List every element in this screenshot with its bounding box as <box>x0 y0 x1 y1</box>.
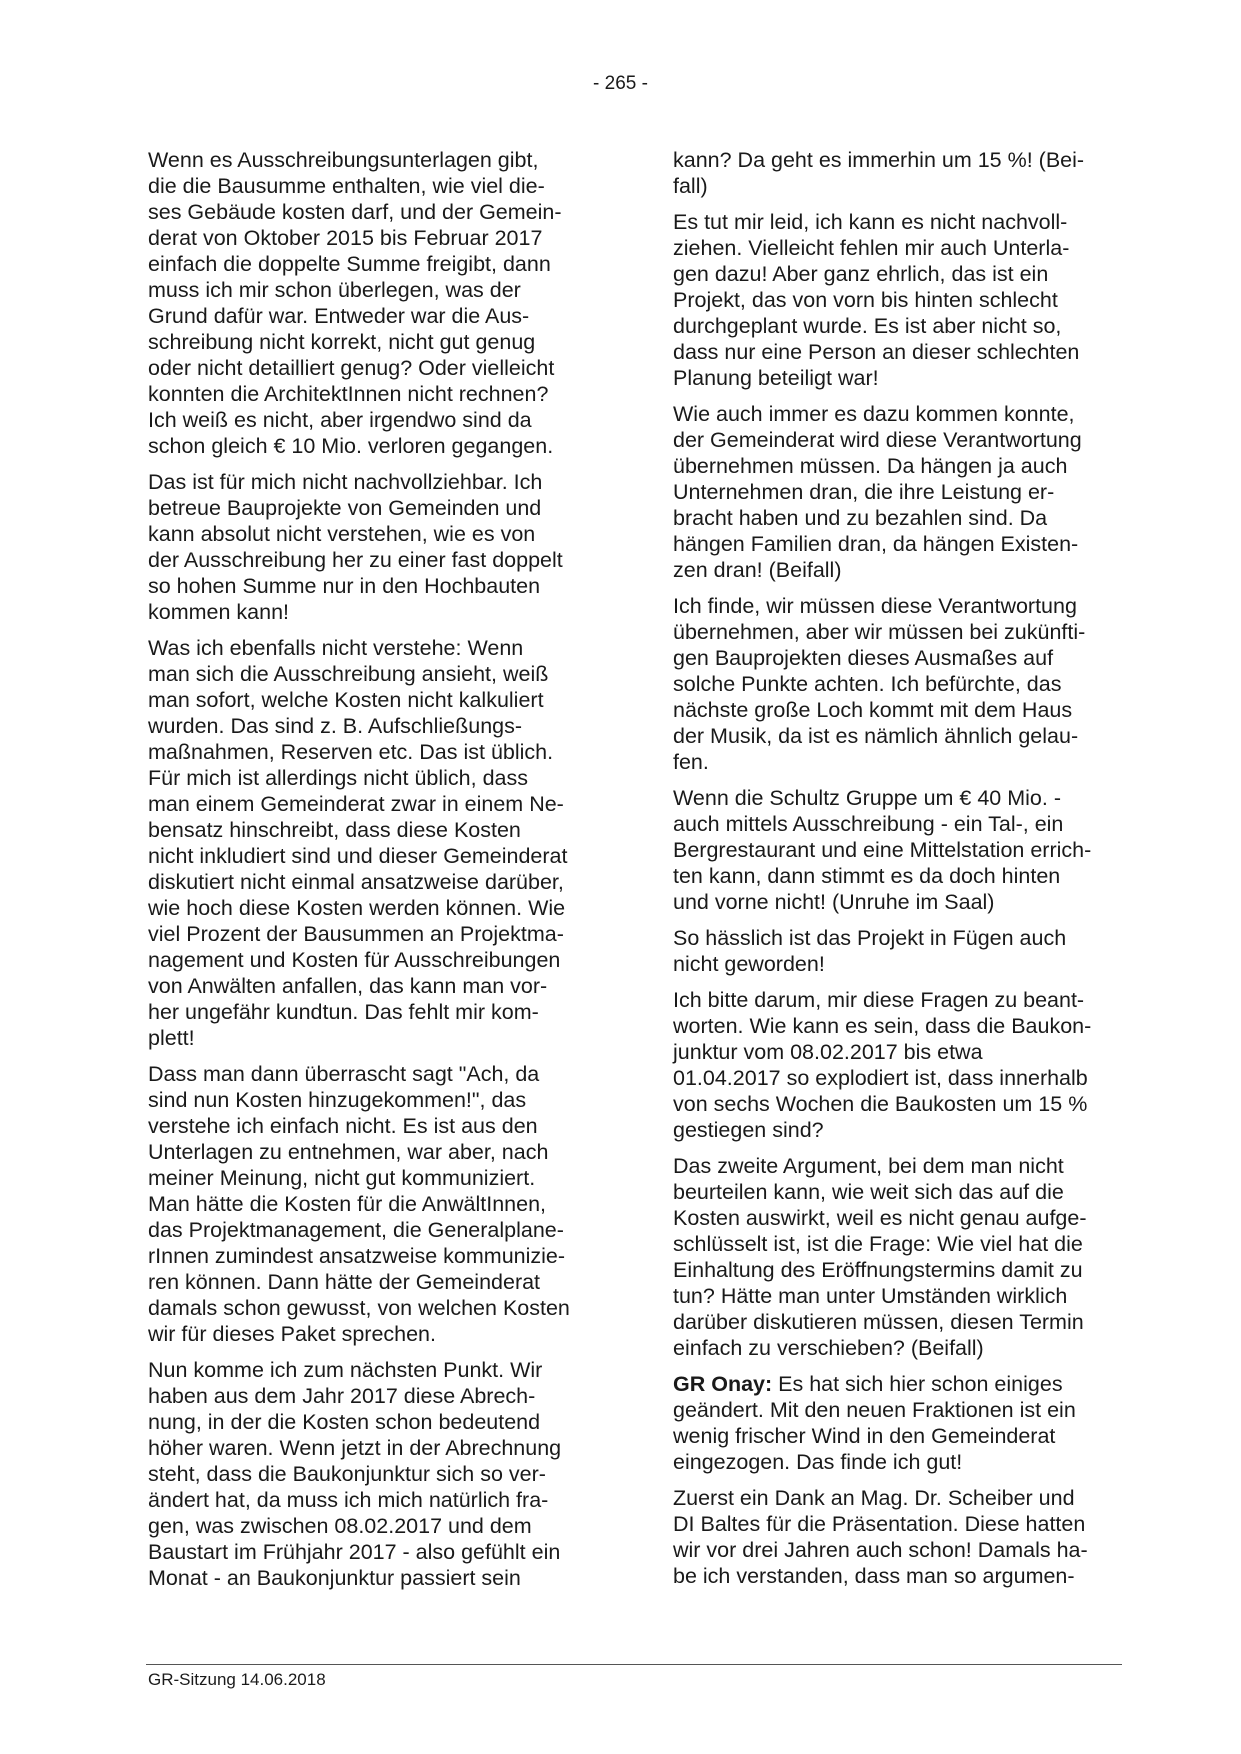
paragraph: Ich bitte darum, mir diese Fragen zu beant- worten. Wie kann es sein, dass die Baukon- junktur vom 08.02.2017 bis etwa 01.04.2017 so explodiert ist, dass innerhalb von sechs Wochen die Baukosten um 15 % gestiegen sind? <box>673 988 1092 1142</box>
paragraph: Ich finde, wir müssen diese Verantwortung übernehmen, aber wir müssen bei zukünfti- gen Bauprojekten dieses Ausmaßes auf solche Punkte achten. Ich befürchte, das nächste große Loch kommt mit dem Haus der Musik, da ist es nämlich ähnlich gelau- fen. <box>673 594 1086 774</box>
paragraph: kann? Da geht es immerhin um 15 %! (Bei- fall) <box>673 148 1085 198</box>
paragraph: Was ich ebenfalls nicht verstehe: Wenn man sich die Ausschreibung ansieht, weiß man sofort, welche Kosten nicht kalkuliert wurden. Das sind z. B. Aufschließungs- maßnahmen, Reserven etc. Das ist üblich. Für mich ist allerdings nicht üblich, dass man einem Gemeinderat zwar in einem Ne- bensatz hinschreibt, dass diese Kosten nicht inkludiert sind und dieser Gemeinderat diskutiert nicht einmal ansatzweise darüber, wie hoch diese Kosten werden können. Wie viel Prozent der Bausummen an Projektma- nagement und Kosten für Ausschreibungen von Anwälten anfallen, das kann man vor- her ungefähr kundtun. Das fehlt mir kom- plett! <box>148 636 568 1050</box>
footer-divider <box>146 1664 1122 1665</box>
paragraph: Nun komme ich zum nächsten Punkt. Wir haben aus dem Jahr 2017 diese Abrech- nung, in der die Kosten schon bedeutend höher waren. Wenn jetzt in der Abrechnung steht, dass die Baukonjunktur sich so ver- ändert hat, da muss ich mich natürlich fra- gen, was zwischen 08.02.2017 und dem Baustart im Frühjahr 2017 - also gefühlt ein Monat - an Baukonjunktur passiert sein <box>148 1358 562 1590</box>
paragraph: Wenn die Schultz Gruppe um € 40 Mio. - auch mittels Ausschreibung - ein Tal-, ein Bergrestaurant und eine Mittelstation errich- ten kann, dann stimmt es da doch hinten und vorne nicht! (Unruhe im Saal) <box>673 786 1092 914</box>
paragraph: Zuerst ein Dank an Mag. Dr. Scheiber und DI Baltes für die Präsentation. Diese hatten wir vor drei Jahren auch schon! Damals ha- be ich verstanden, dass man so argumen- <box>673 1486 1088 1588</box>
right-column <box>673 147 1118 1599</box>
speaker-text: Es hat sich hier schon einiges geändert. Mit den neuen Fraktionen ist ein wenig frischer Wind in den Gemeinderat eingezogen. Das finde ich gut! <box>673 1372 1076 1474</box>
paragraph: Das zweite Argument, bei dem man nicht beurteilen kann, wie weit sich das auf die Kosten auswirkt, weil es nicht genau aufge- schlüsselt ist, ist die Frage: Wie viel hat die Einhaltung des Eröffnungstermins damit zu tun? Hätte man unter Umständen wirklich darüber diskutieren müssen, diesen Termin einfach zu verschieben? (Beifall) <box>673 1154 1087 1360</box>
left-column <box>148 147 606 1601</box>
footer-label: GR-Sitzung 14.06.2018 <box>148 1670 326 1689</box>
speaker-paragraph <box>673 1371 1118 1475</box>
page-number: - 265 - <box>593 73 648 94</box>
paragraph: Wie auch immer es dazu kommen konnte, der Gemeinderat wird diese Verantwortung übernehmen müssen. Da hängen ja auch Unternehmen dran, die ihre Leistung er- bracht haben und zu bezahlen sind. Da hängen Familien dran, da hängen Existen- zen dran! (Beifall) <box>673 402 1082 582</box>
paragraph: Dass man dann überrascht sagt "Ach, da sind nun Kosten hinzugekommen!", das verstehe ich einfach nicht. Es ist aus den Unterlagen zu entnehmen, war aber, nach meiner Meinung, nicht gut kommuniziert. Man hätte die Kosten für die AnwältInnen, das Projektmanagement, die Generalplane- rInnen zumindest ansatzweise kommunizie- ren können. Dann hätte der Gemeinderat damals schon gewusst, von welchen Kosten wir für dieses Paket sprechen. <box>148 1062 570 1346</box>
speaker-name: GR Onay: <box>673 1372 773 1396</box>
paragraph: Das ist für mich nicht nachvollziehbar. Ich betreue Bauprojekte von Gemeinden und kann absolut nicht verstehen, wie es von der Ausschreibung her zu einer fast doppelt so hohen Summe nur in den Hochbauten kommen kann! <box>148 470 563 624</box>
paragraph: Es tut mir leid, ich kann es nicht nachvoll- ziehen. Vielleicht fehlen mir auch Unterla- gen dazu! Aber ganz ehrlich, das ist ein Projekt, das von vorn bis hinten schlecht durchgeplant wurde. Es ist aber nicht so, dass nur eine Person an dieser schlechten Planung beteiligt war! <box>673 210 1080 390</box>
paragraph: Wenn es Ausschreibungsunterlagen gibt, die die Bausumme enthalten, wie viel die- ses Gebäude kosten darf, und der Gemein- derat von Oktober 2015 bis Februar 2017 einfach die doppelte Summe freigibt, dann muss ich mir schon überlegen, was der Grund dafür war. Entweder war die Aus- schreibung nicht korrekt, nicht gut genug oder nicht detailliert genug? Oder vielleicht konnten die ArchitektInnen nicht rechnen? Ich weiß es nicht, aber irgendwo sind da schon gleich € 10 Mio. verloren gegangen. <box>148 148 562 458</box>
paragraph: So hässlich ist das Projekt in Fügen auch nicht geworden! <box>673 926 1067 976</box>
